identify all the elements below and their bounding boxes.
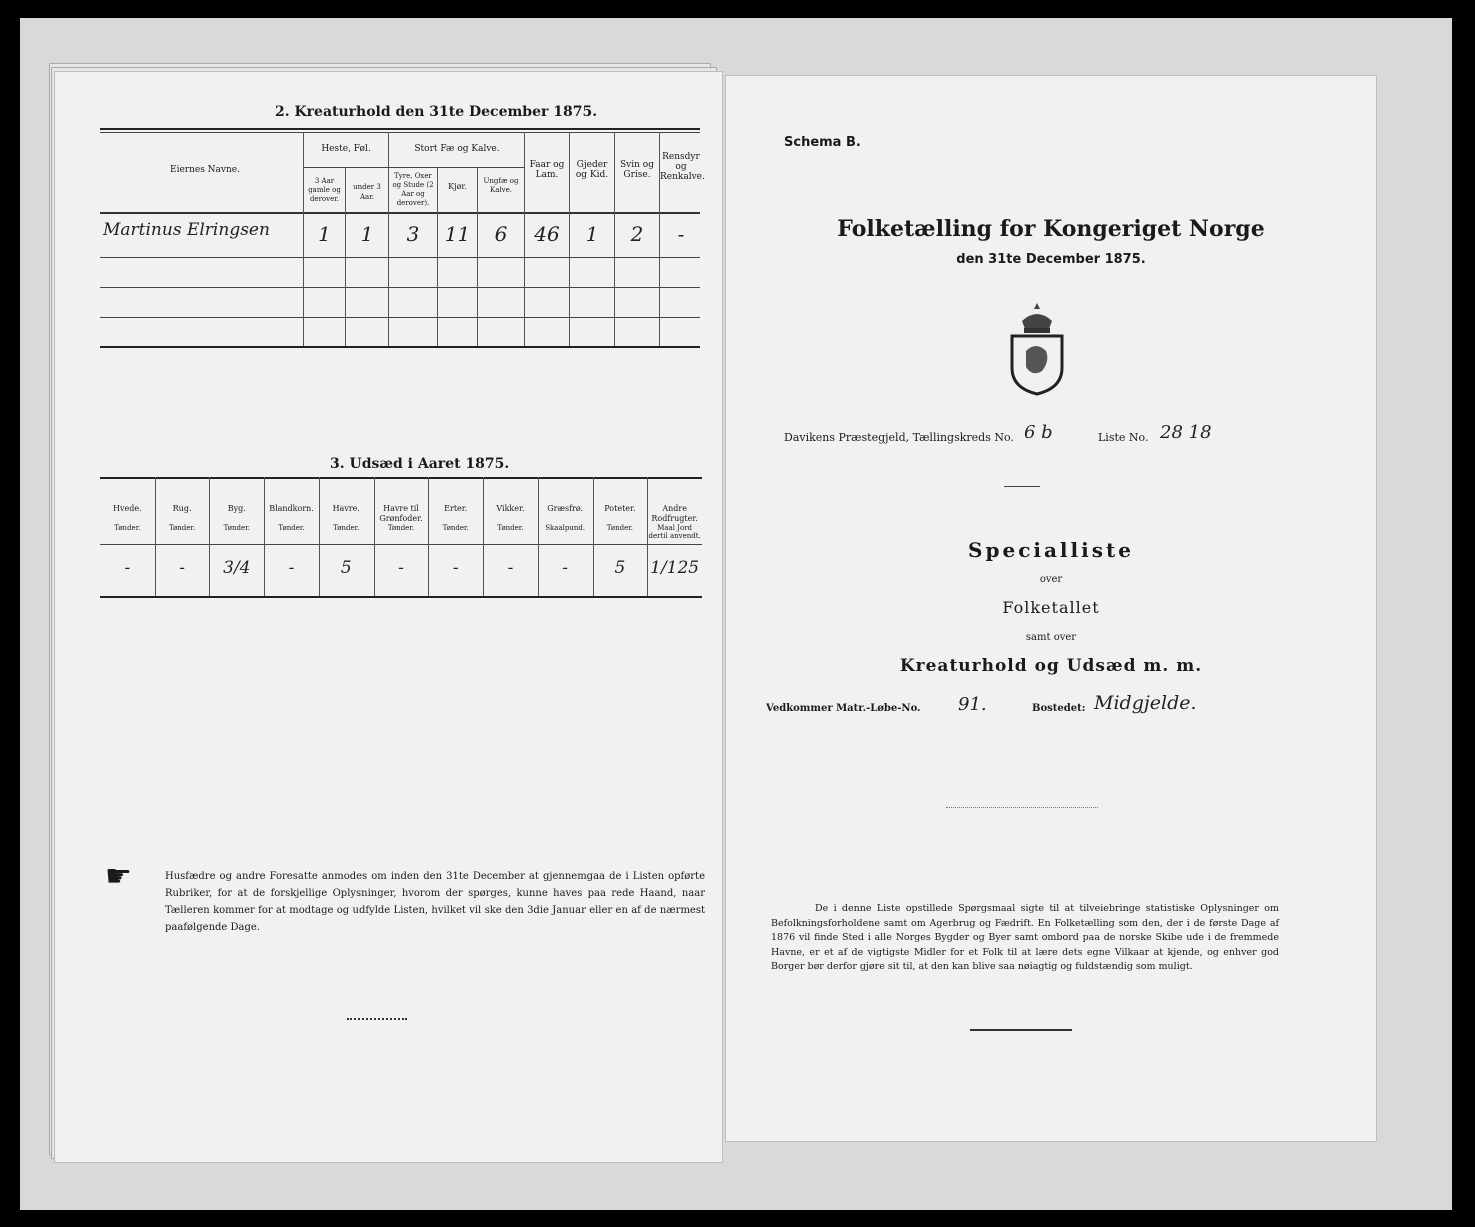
- seed-value: 1/125: [650, 558, 700, 578]
- over-text: over: [1039, 574, 1063, 585]
- seed-column-divider: [264, 477, 265, 596]
- seed-unit: Tønder.: [442, 524, 469, 532]
- seed-unit: Tønder.: [114, 524, 141, 532]
- folketallet-heading: Folketallet: [1002, 598, 1100, 617]
- goats-header: Gjeder og Kid.: [575, 160, 609, 180]
- bosted-value: Midgjelde.: [1094, 692, 1197, 714]
- cattle-header: Stort Fæ og Kalve.: [414, 144, 500, 154]
- seed-value: 3/4: [223, 558, 251, 578]
- cattle-young-header: Ungfæ og Kalve.: [483, 177, 519, 194]
- divider: [347, 1018, 407, 1020]
- seed-value: -: [179, 558, 185, 578]
- horses-old-value: 1: [318, 222, 331, 246]
- seed-column-divider: [593, 477, 594, 596]
- coat-of-arms-icon: [1002, 301, 1072, 400]
- bulls-value: 3: [406, 222, 420, 246]
- horses-young-value: 1: [360, 222, 374, 246]
- divider: [1004, 486, 1040, 487]
- seed-value: -: [124, 558, 131, 578]
- seed-header: Andre Rodfrugter.: [651, 504, 698, 523]
- sheep-header: Faar og Lam.: [529, 160, 565, 180]
- seed-header: Græsfrø.: [547, 504, 584, 513]
- seed-column-divider: [155, 477, 156, 596]
- seed-column-divider: [483, 477, 484, 596]
- pigs-value: 2: [630, 222, 644, 246]
- seed-value: -: [562, 558, 569, 578]
- seed-column-divider: [209, 477, 210, 596]
- horses-old-header: 3 Aar gamle og derover.: [308, 177, 341, 203]
- specialliste-heading: Specialliste: [968, 538, 1134, 562]
- seed-value: -: [452, 558, 459, 578]
- seed-value: -: [507, 558, 514, 578]
- section3-title: 3. Udsæd i Aaret 1875.: [330, 456, 510, 472]
- cattle-cows-header: Kjør.: [448, 182, 467, 191]
- samt-over-text: samt over: [1025, 632, 1077, 643]
- seed-header: Hvede.: [113, 504, 142, 513]
- list-label: Liste No.: [1098, 431, 1149, 444]
- section2-title: 2. Kreaturhold den 31te December 1875.: [275, 104, 598, 120]
- district-number: 6 b: [1024, 422, 1053, 443]
- seed-unit: Maal Jord dertil anvendt.: [648, 524, 701, 540]
- matr-number: 91.: [958, 694, 987, 715]
- seed-header: Byg.: [227, 504, 246, 513]
- seed-header: Havre til Grønfoder.: [379, 504, 423, 523]
- seed-unit: Tønder.: [387, 524, 415, 532]
- seed-column-divider: [319, 477, 320, 596]
- seed-header: Poteter.: [604, 504, 636, 513]
- notice-text: Husfædre og andre Foresatte anmodes om inden den 31te December at gjennemgaa de i Listen opførte Rubriker, for at de forskjellige Oplysninger, hvorom der spørges, kunne haves paa rede Haand, naar Tælleren kommer for at modtage og udfylde Listen, hvilket vil ske den 3die Januar eller en af de nærmest paafølgende Dage.: [165, 871, 705, 933]
- cattle-bulls-header: Tyre, Oxer og Stude (2 Aar og derover).: [392, 172, 434, 207]
- seed-column-divider: [374, 477, 375, 596]
- seed-unit: Skaalpund.: [545, 524, 586, 532]
- seed-header: Erter.: [444, 504, 468, 513]
- cows-value: 11: [444, 222, 471, 246]
- seed-header: Blandkorn.: [269, 504, 314, 513]
- seed-unit: Tønder.: [168, 524, 196, 532]
- young-cattle-value: 6: [494, 222, 508, 246]
- schema-label: Schema B.: [784, 135, 861, 150]
- document-title: Folketælling for Kongeriget Norge: [837, 216, 1265, 242]
- bosted-label: Bostedet:: [1032, 703, 1086, 714]
- reindeer-header: Rensdyr og Renkalve.: [660, 152, 705, 182]
- pointing-hand-icon: ☛: [105, 859, 132, 894]
- right-page: [726, 76, 1376, 1141]
- list-number: 28 18: [1160, 422, 1212, 443]
- seed-value: 5: [614, 558, 626, 578]
- seed-unit: Tønder.: [223, 524, 250, 532]
- seed-value: -: [398, 558, 404, 578]
- footer-text: De i denne Liste opstillede Spørgsmaal sigte til at tilveiebringe statistiske Oplysninger om Befolkningsforholdene samt om Agerbrug og Fædrift. En Folketælling som den, der i de første Dage af 1876 vil finde Sted i alle Norges Bygder og Byer samt ombord paa de norske Skibe ude i de fremmede Havne, er et af de vigtigste Midler for et Folk til at lære dets egne Vilkaar at kjende, og enhver god Borger bør derfor gjøre sit til, at den kan blive saa nøiagtig og fuldstændig som muligt.: [771, 903, 1279, 972]
- horses-young-header: under 3 Aar.: [353, 183, 381, 201]
- seed-unit: Tønder.: [606, 524, 634, 532]
- seed-column-divider: [428, 477, 429, 596]
- seed-header: Vikker.: [496, 504, 525, 513]
- seed-header: Havre.: [332, 504, 360, 513]
- goats-value: 1: [585, 222, 599, 246]
- pigs-header: Svin og Grise.: [620, 160, 654, 180]
- divider: [946, 807, 1098, 808]
- seed-column-divider: [538, 477, 539, 596]
- parish-label: Davikens Præstegjeld, Tællingskreds No.: [784, 431, 1014, 444]
- owner-name: Martinus Elringsen: [103, 220, 270, 240]
- owner-header: Eiernes Navne.: [170, 165, 240, 175]
- seed-unit: Tønder.: [497, 524, 524, 532]
- seed-value: 5: [340, 558, 352, 578]
- reindeer-value: -: [677, 222, 685, 246]
- seed-unit: Tønder.: [333, 524, 360, 532]
- seed-header: Rug.: [172, 504, 192, 513]
- kreaturhold-heading: Kreaturhold og Udsæd m. m.: [899, 656, 1203, 676]
- seed-unit: Tønder.: [278, 524, 305, 532]
- document-date: den 31te December 1875.: [956, 252, 1146, 267]
- seed-value: -: [288, 558, 295, 578]
- matr-label: Vedkommer Matr.-Løbe-No.: [766, 703, 921, 714]
- sheep-value: 46: [534, 222, 560, 246]
- left-page: [55, 72, 722, 1162]
- horses-header: Heste, Føl.: [321, 144, 371, 154]
- divider: [970, 1029, 1072, 1031]
